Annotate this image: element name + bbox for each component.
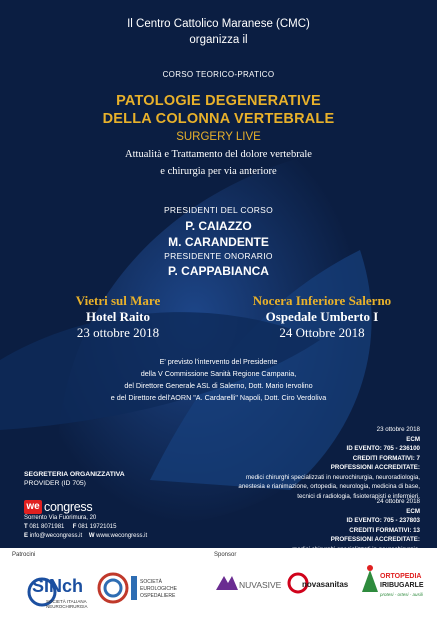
novasanitas-logo-name: novasanitas xyxy=(302,580,349,589)
web-link[interactable]: www.wecongress.it xyxy=(96,533,148,539)
email-label: E xyxy=(24,533,29,539)
honorary-president-name: P. CAPPABIANCA xyxy=(168,264,269,278)
ecm-profession-line: medici chirurghi specializzati in neurochirurgia, neuroradiologia, xyxy=(245,473,420,481)
presidents-label: PRESIDENTI DEL CORSO xyxy=(163,205,274,215)
ortopedia-logo-sub: protesi - ortesi - ausili xyxy=(380,592,423,597)
provider-id: PROVIDER (ID 705) xyxy=(24,480,86,487)
intervention-line: del Direttore Generale ASL di Salerno, Dott. Mario Iervolino xyxy=(124,381,313,390)
secretariat-label: SEGRETERIA ORGANIZZATIVA xyxy=(24,471,125,478)
venue-city: Nocera Inferiore Salerno xyxy=(252,293,392,308)
wecongress-logo-name: congress xyxy=(44,500,93,514)
sinch-logo-sub: SOCIETÀ ITALIANA xyxy=(46,599,87,604)
nuvasive-logo xyxy=(214,568,284,598)
title-line-2: DELLA COLONNA VERTEBRALE xyxy=(102,111,335,127)
ecm-block-day-2 xyxy=(190,497,420,554)
novasanitas-logo xyxy=(288,568,350,598)
sponsors-label: Sponsor xyxy=(214,552,237,558)
ecm-credits: CREDITI FORMATIVI: 7 xyxy=(352,454,420,462)
sinch-logo-sub: NEUROCHIRURGIA xyxy=(46,604,88,609)
venue-date: 23 ottobre 2018 xyxy=(76,325,160,340)
ecm-label: ECM xyxy=(406,507,420,515)
ecm-professions-label: PROFESSIONI ACCREDITATE: xyxy=(330,536,420,543)
ecm-date: 23 ottobre 2018 xyxy=(376,426,420,433)
ecm-date: 24 ottobre 2018 xyxy=(376,498,420,505)
ecm-profession-line: tecnici di radiologia, fisioterapisti e infermieri. xyxy=(297,492,420,500)
logos-strip xyxy=(0,548,437,619)
patrons-label: Patrocini xyxy=(12,552,36,558)
secretariat xyxy=(24,470,125,488)
venue-city: Vietri sul Mare xyxy=(75,293,161,308)
email-link[interactable]: info@wecongress.it xyxy=(29,533,83,539)
ortopedia-logo-line: IRIBUGARLE xyxy=(380,582,424,589)
company-phones xyxy=(24,523,154,532)
organizer-subline: organizza il xyxy=(189,34,248,46)
wecongress-logo xyxy=(24,500,154,514)
sieo-logo-line: OSPEDALIERE xyxy=(140,593,176,599)
company-contacts xyxy=(24,532,154,541)
fax-value: 081 19721015 xyxy=(78,524,117,530)
venue-date: 24 Ottobre 2018 xyxy=(279,325,365,340)
title-line-1: PATOLOGIE DEGENERATIVE xyxy=(116,93,321,109)
subtitle-line-2: e chirurgia per via anteriore xyxy=(160,166,277,177)
ecm-label: ECM xyxy=(406,435,420,443)
tel-value: 081 8071981 xyxy=(29,524,65,530)
sinch-logo xyxy=(28,562,96,614)
sieo-logo-line: SOCIETÀ xyxy=(140,579,162,585)
web-label: W xyxy=(88,533,95,539)
venue-place: Hotel Raito xyxy=(86,309,150,324)
wecongress-block xyxy=(24,500,154,541)
subtitle-line-1: Attualità e Trattamento del dolore vertebrale xyxy=(125,149,312,160)
nuvasive-logo-name: NUVASIVE xyxy=(239,580,282,590)
tel-label: T xyxy=(24,524,28,530)
intervention-notice xyxy=(0,356,437,404)
intervention-line: e del Direttore dell'AORN "A. Cardarelli" Napoli, Dott. Ciro Verdoliva xyxy=(110,393,327,402)
honorary-president-label: PRESIDENTE ONORARIO xyxy=(164,251,273,261)
ecm-event-id: ID EVENTO: 705 - 236100 xyxy=(346,445,420,452)
president-name: M. CARANDENTE xyxy=(168,235,269,249)
sieo-logo xyxy=(97,566,177,610)
fax-label: F xyxy=(72,524,77,530)
sinch-logo-name: SINch xyxy=(32,576,84,596)
organizer-name: Il Centro Cattolico Maranese (CMC) xyxy=(127,18,310,30)
company-address: Sorrento Via Fuorimura, 20 xyxy=(24,515,97,521)
venue-day-2 xyxy=(222,293,422,341)
intervention-line: E' previsto l'intervento del Presidente xyxy=(159,357,278,366)
ortopedia-logo-line: ORTOPEDIA xyxy=(380,573,422,580)
sieo-logo-line: EUROLOGICHE xyxy=(140,586,177,592)
ecm-profession-line: anestesia e rianimazione, ortopedia, neurologia, medicina di base, xyxy=(238,483,420,490)
intervention-line: della V Commissione Sanità Regione Campania, xyxy=(140,369,297,378)
course-type: CORSO TEORICO-PRATICO xyxy=(162,70,275,79)
ecm-professions-label: PROFESSIONI ACCREDITATE: xyxy=(330,464,420,471)
president-name: P. CAIAZZO xyxy=(185,219,252,233)
venue-place: Ospedale Umberto I xyxy=(265,309,379,324)
ecm-event-id: ID EVENTO: 705 - 237803 xyxy=(346,517,420,524)
ortopedia-logo xyxy=(356,562,434,606)
ecm-credits: CREDITI FORMATIVI: 13 xyxy=(349,526,420,534)
title-line-3: SURGERY LIVE xyxy=(176,131,261,143)
venue-day-1 xyxy=(18,293,218,341)
wecongress-logo-mark: we xyxy=(24,500,42,514)
ecm-block-day-1 xyxy=(190,425,420,501)
